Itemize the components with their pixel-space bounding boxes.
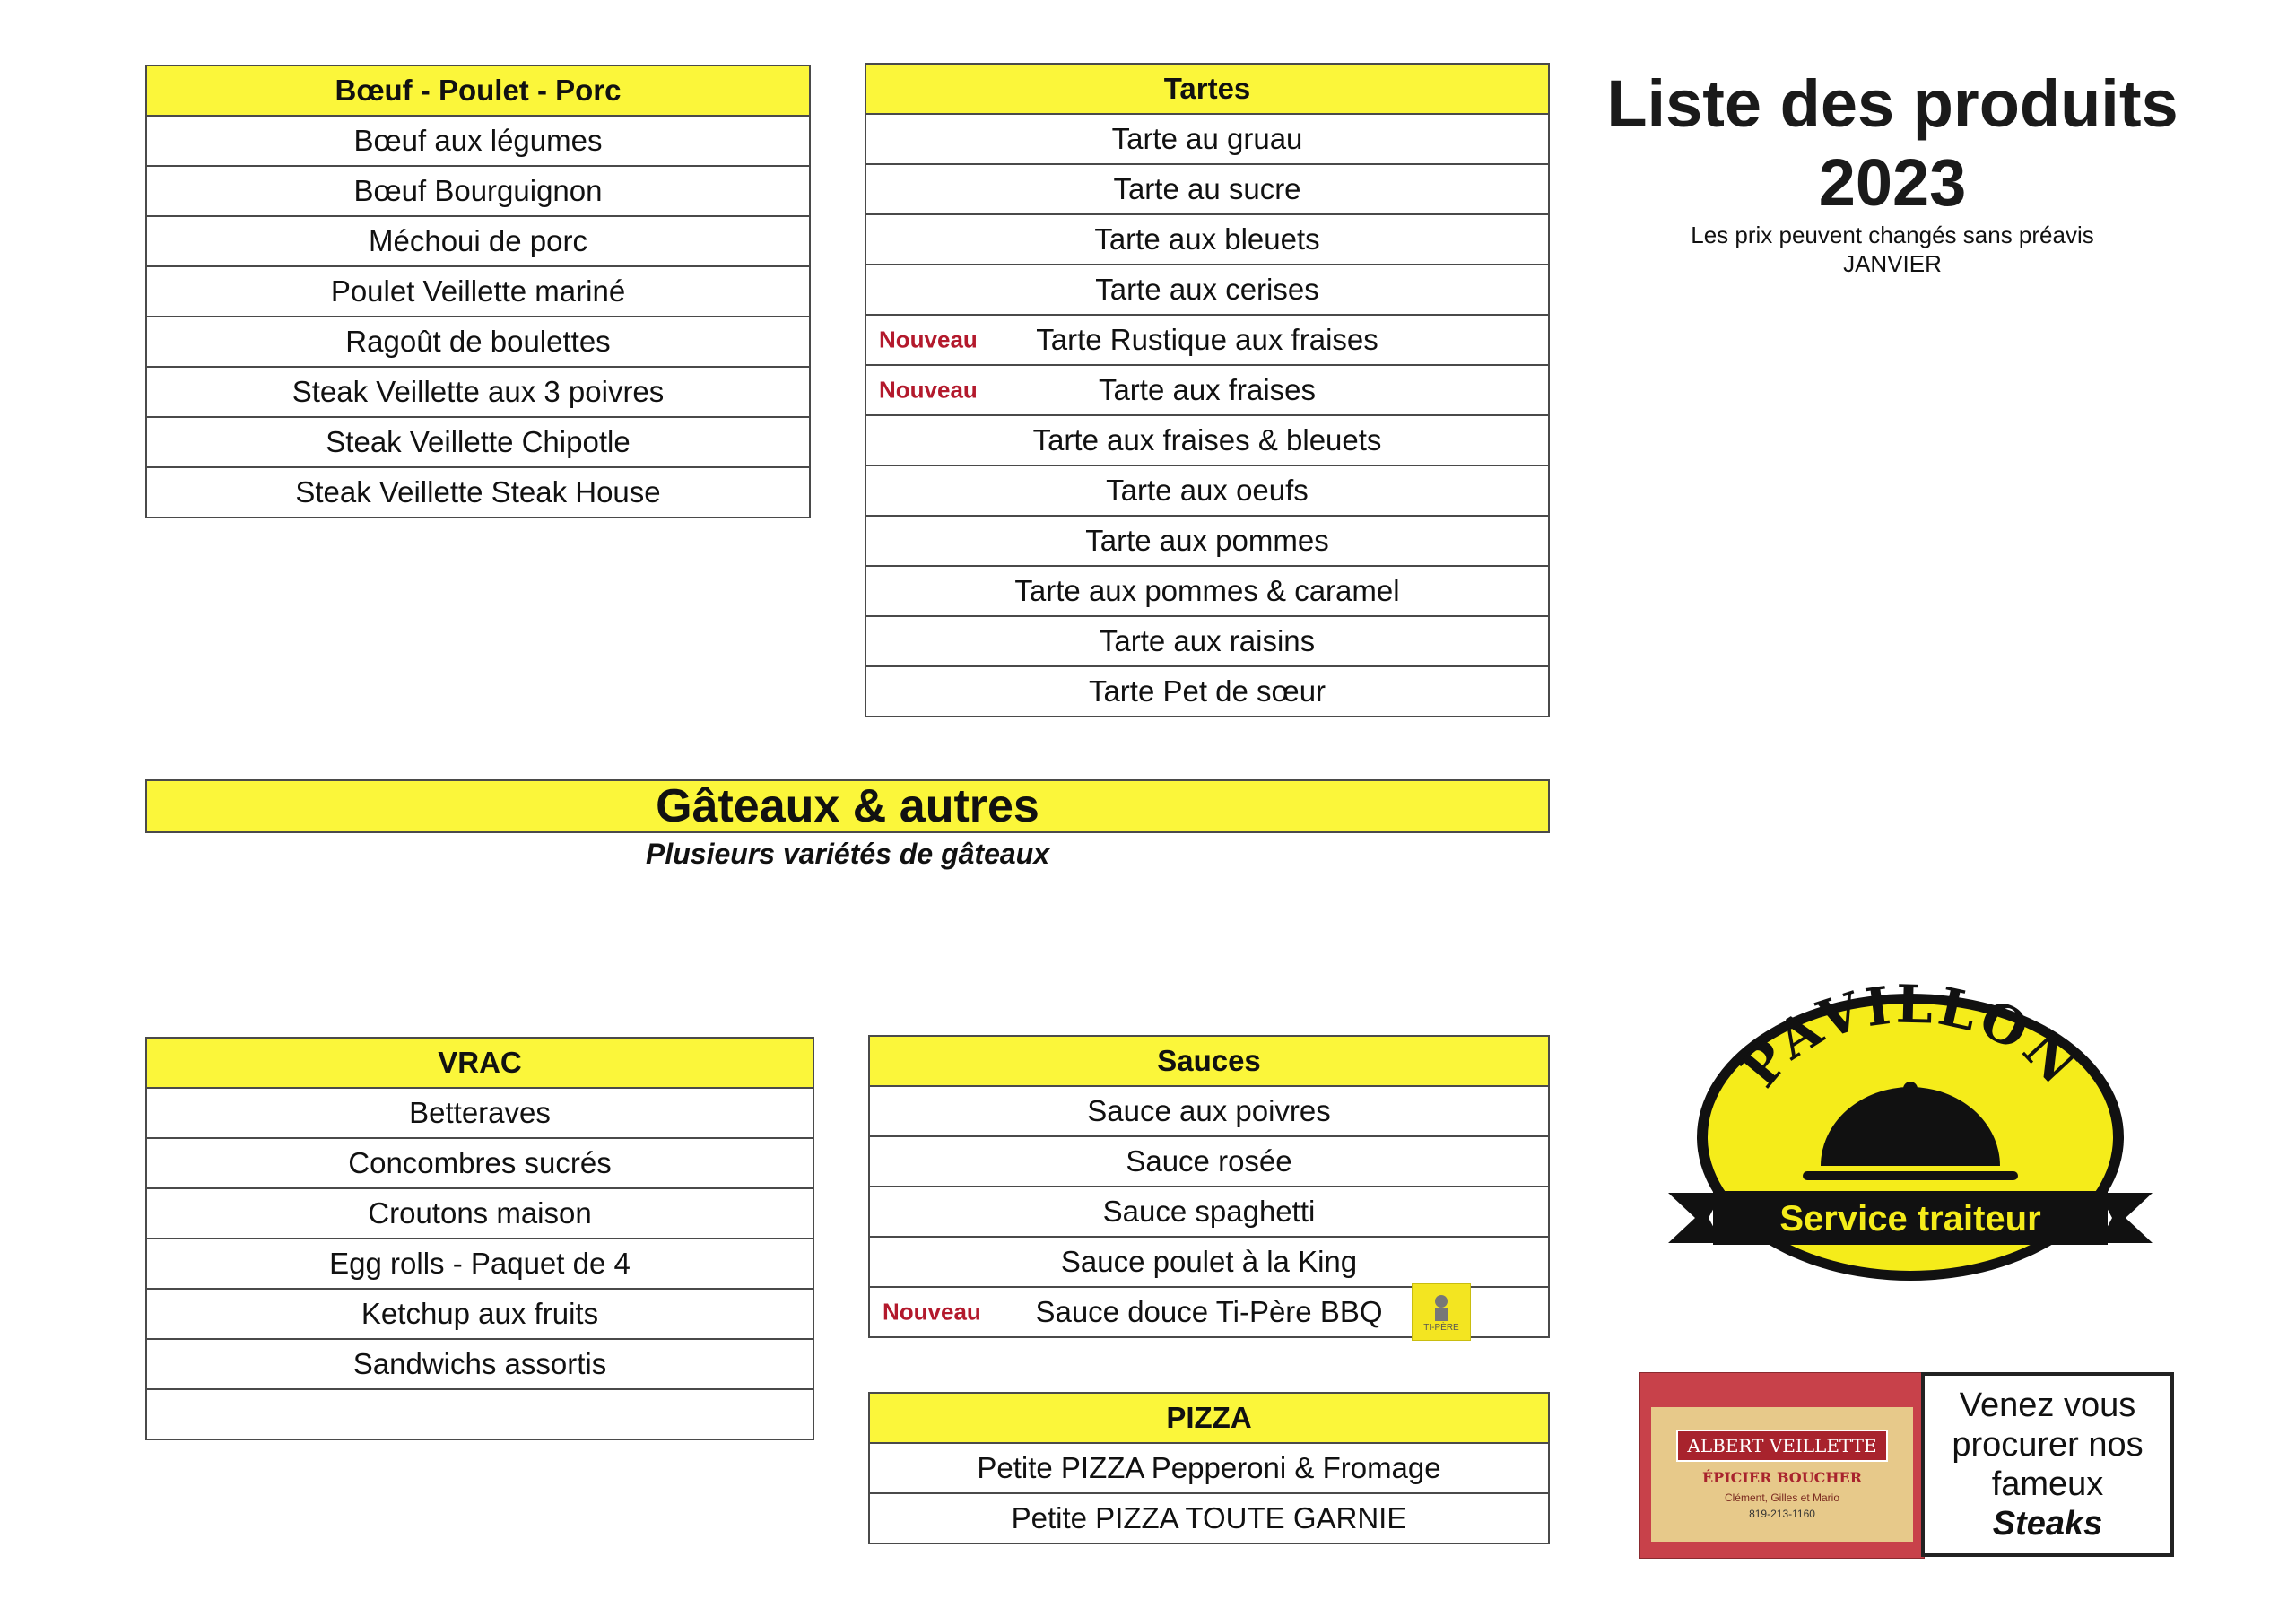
table-row: Tarte aux bleuets: [865, 215, 1550, 265]
card-people: Clément, Gilles et Mario: [1724, 1491, 1840, 1504]
table-row: Méchoui de porc: [145, 217, 811, 267]
table-row: Concombres sucrés: [145, 1139, 814, 1189]
table-row: Tarte aux cerises: [865, 265, 1550, 316]
row-label: Sauce douce Ti-Père BBQ: [1035, 1295, 1383, 1328]
logo-arc-text: PAVILLON: [1728, 978, 2092, 1099]
table-row: Sauce aux poivres: [868, 1087, 1550, 1137]
promo-line-4: Steaks: [1992, 1505, 2103, 1543]
price-note-text: Les prix peuvent changés sans préavis: [1691, 222, 2094, 248]
table-row-new: [868, 1288, 1550, 1338]
table-row: Petite PIZZA Pepperoni & Fromage: [868, 1444, 1550, 1494]
new-badge: Nouveau: [879, 376, 978, 404]
card-name: ALBERT VEILLETTE: [1676, 1430, 1887, 1462]
table-row-new: [865, 316, 1550, 366]
table-row: Betteraves: [145, 1089, 814, 1139]
pavillon-logo: [1659, 978, 2161, 1300]
table-row: Croutons maison: [145, 1189, 814, 1239]
row-label: Tarte Rustique aux fraises: [1036, 323, 1378, 356]
table-row-empty: [145, 1390, 814, 1440]
table-row: Tarte aux pommes & caramel: [865, 567, 1550, 617]
table-row: Tarte aux pommes: [865, 517, 1550, 567]
logo-banner-text: Service traiteur: [1779, 1199, 2041, 1239]
table-row: Steak Veillette Steak House: [145, 468, 811, 518]
table-row: Sauce poulet à la King: [868, 1238, 1550, 1288]
promo-line-3: fameux: [1991, 1465, 2104, 1503]
new-badge: Nouveau: [883, 1298, 981, 1326]
table-row: Egg rolls - Paquet de 4: [145, 1239, 814, 1290]
month-label: JANVIER: [1843, 250, 1942, 277]
table-row: Tarte aux oeufs: [865, 466, 1550, 517]
new-badge: Nouveau: [879, 326, 978, 353]
pizza-header: PIZZA: [868, 1392, 1550, 1444]
table-row: Bœuf Bourguignon: [145, 167, 811, 217]
table-row: Sauce rosée: [868, 1137, 1550, 1187]
table-row-new: [865, 366, 1550, 416]
table-row: Tarte Pet de sœur: [865, 667, 1550, 717]
table-row: Steak Veillette Chipotle: [145, 418, 811, 468]
gateaux-subtitle: Plusieurs variétés de gâteaux: [646, 838, 1049, 870]
bbq-logo-text: TI-PÈRE: [1423, 1322, 1459, 1333]
vrac-header: VRAC: [145, 1037, 814, 1089]
table-row: Tarte aux fraises & bleuets: [865, 416, 1550, 466]
vrac-table: [145, 1037, 814, 1440]
card-inner: [1651, 1407, 1913, 1542]
table-row: Ketchup aux fruits: [145, 1290, 814, 1340]
price-note: [1543, 221, 2242, 278]
tartes-table: [865, 63, 1550, 717]
row-label: Tarte aux fraises: [1098, 373, 1317, 406]
table-row: Steak Veillette aux 3 poivres: [145, 368, 811, 418]
boeuf-table: [145, 65, 811, 518]
page-title: [1543, 65, 2242, 222]
pizza-table: [868, 1392, 1550, 1544]
steaks-promo: [1921, 1372, 2174, 1557]
table-row: Sauce spaghetti: [868, 1187, 1550, 1238]
card-sub: ÉPICIER BOUCHER: [1701, 1468, 1863, 1486]
card-phone: 819-213-1160: [1749, 1507, 1815, 1520]
table-row: Petite PIZZA TOUTE GARNIE: [868, 1494, 1550, 1544]
table-row: Tarte aux raisins: [865, 617, 1550, 667]
table-row: Tarte au gruau: [865, 115, 1550, 165]
boeuf-header: Bœuf - Poulet - Porc: [145, 65, 811, 117]
title-line-2: 2023: [1818, 145, 1967, 220]
tartes-header: Tartes: [865, 63, 1550, 115]
sauces-table: [868, 1035, 1550, 1338]
table-row: Ragoût de boulettes: [145, 317, 811, 368]
gateaux-banner: Gâteaux & autres: [145, 779, 1550, 833]
table-row: Tarte au sucre: [865, 165, 1550, 215]
table-row: Sandwichs assortis: [145, 1340, 814, 1390]
table-row: Poulet Veillette mariné: [145, 267, 811, 317]
cloche-icon: [1659, 978, 2161, 1300]
promo-line-1: Venez vous: [1959, 1387, 2136, 1424]
sauces-header: Sauces: [868, 1035, 1550, 1087]
bbq-logo-icon: [1412, 1283, 1471, 1341]
butcher-card: [1639, 1372, 1925, 1559]
table-row: Bœuf aux légumes: [145, 117, 811, 167]
promo-line-2: procurer nos: [1952, 1426, 2144, 1464]
title-line-1: Liste des produits: [1606, 66, 2179, 141]
